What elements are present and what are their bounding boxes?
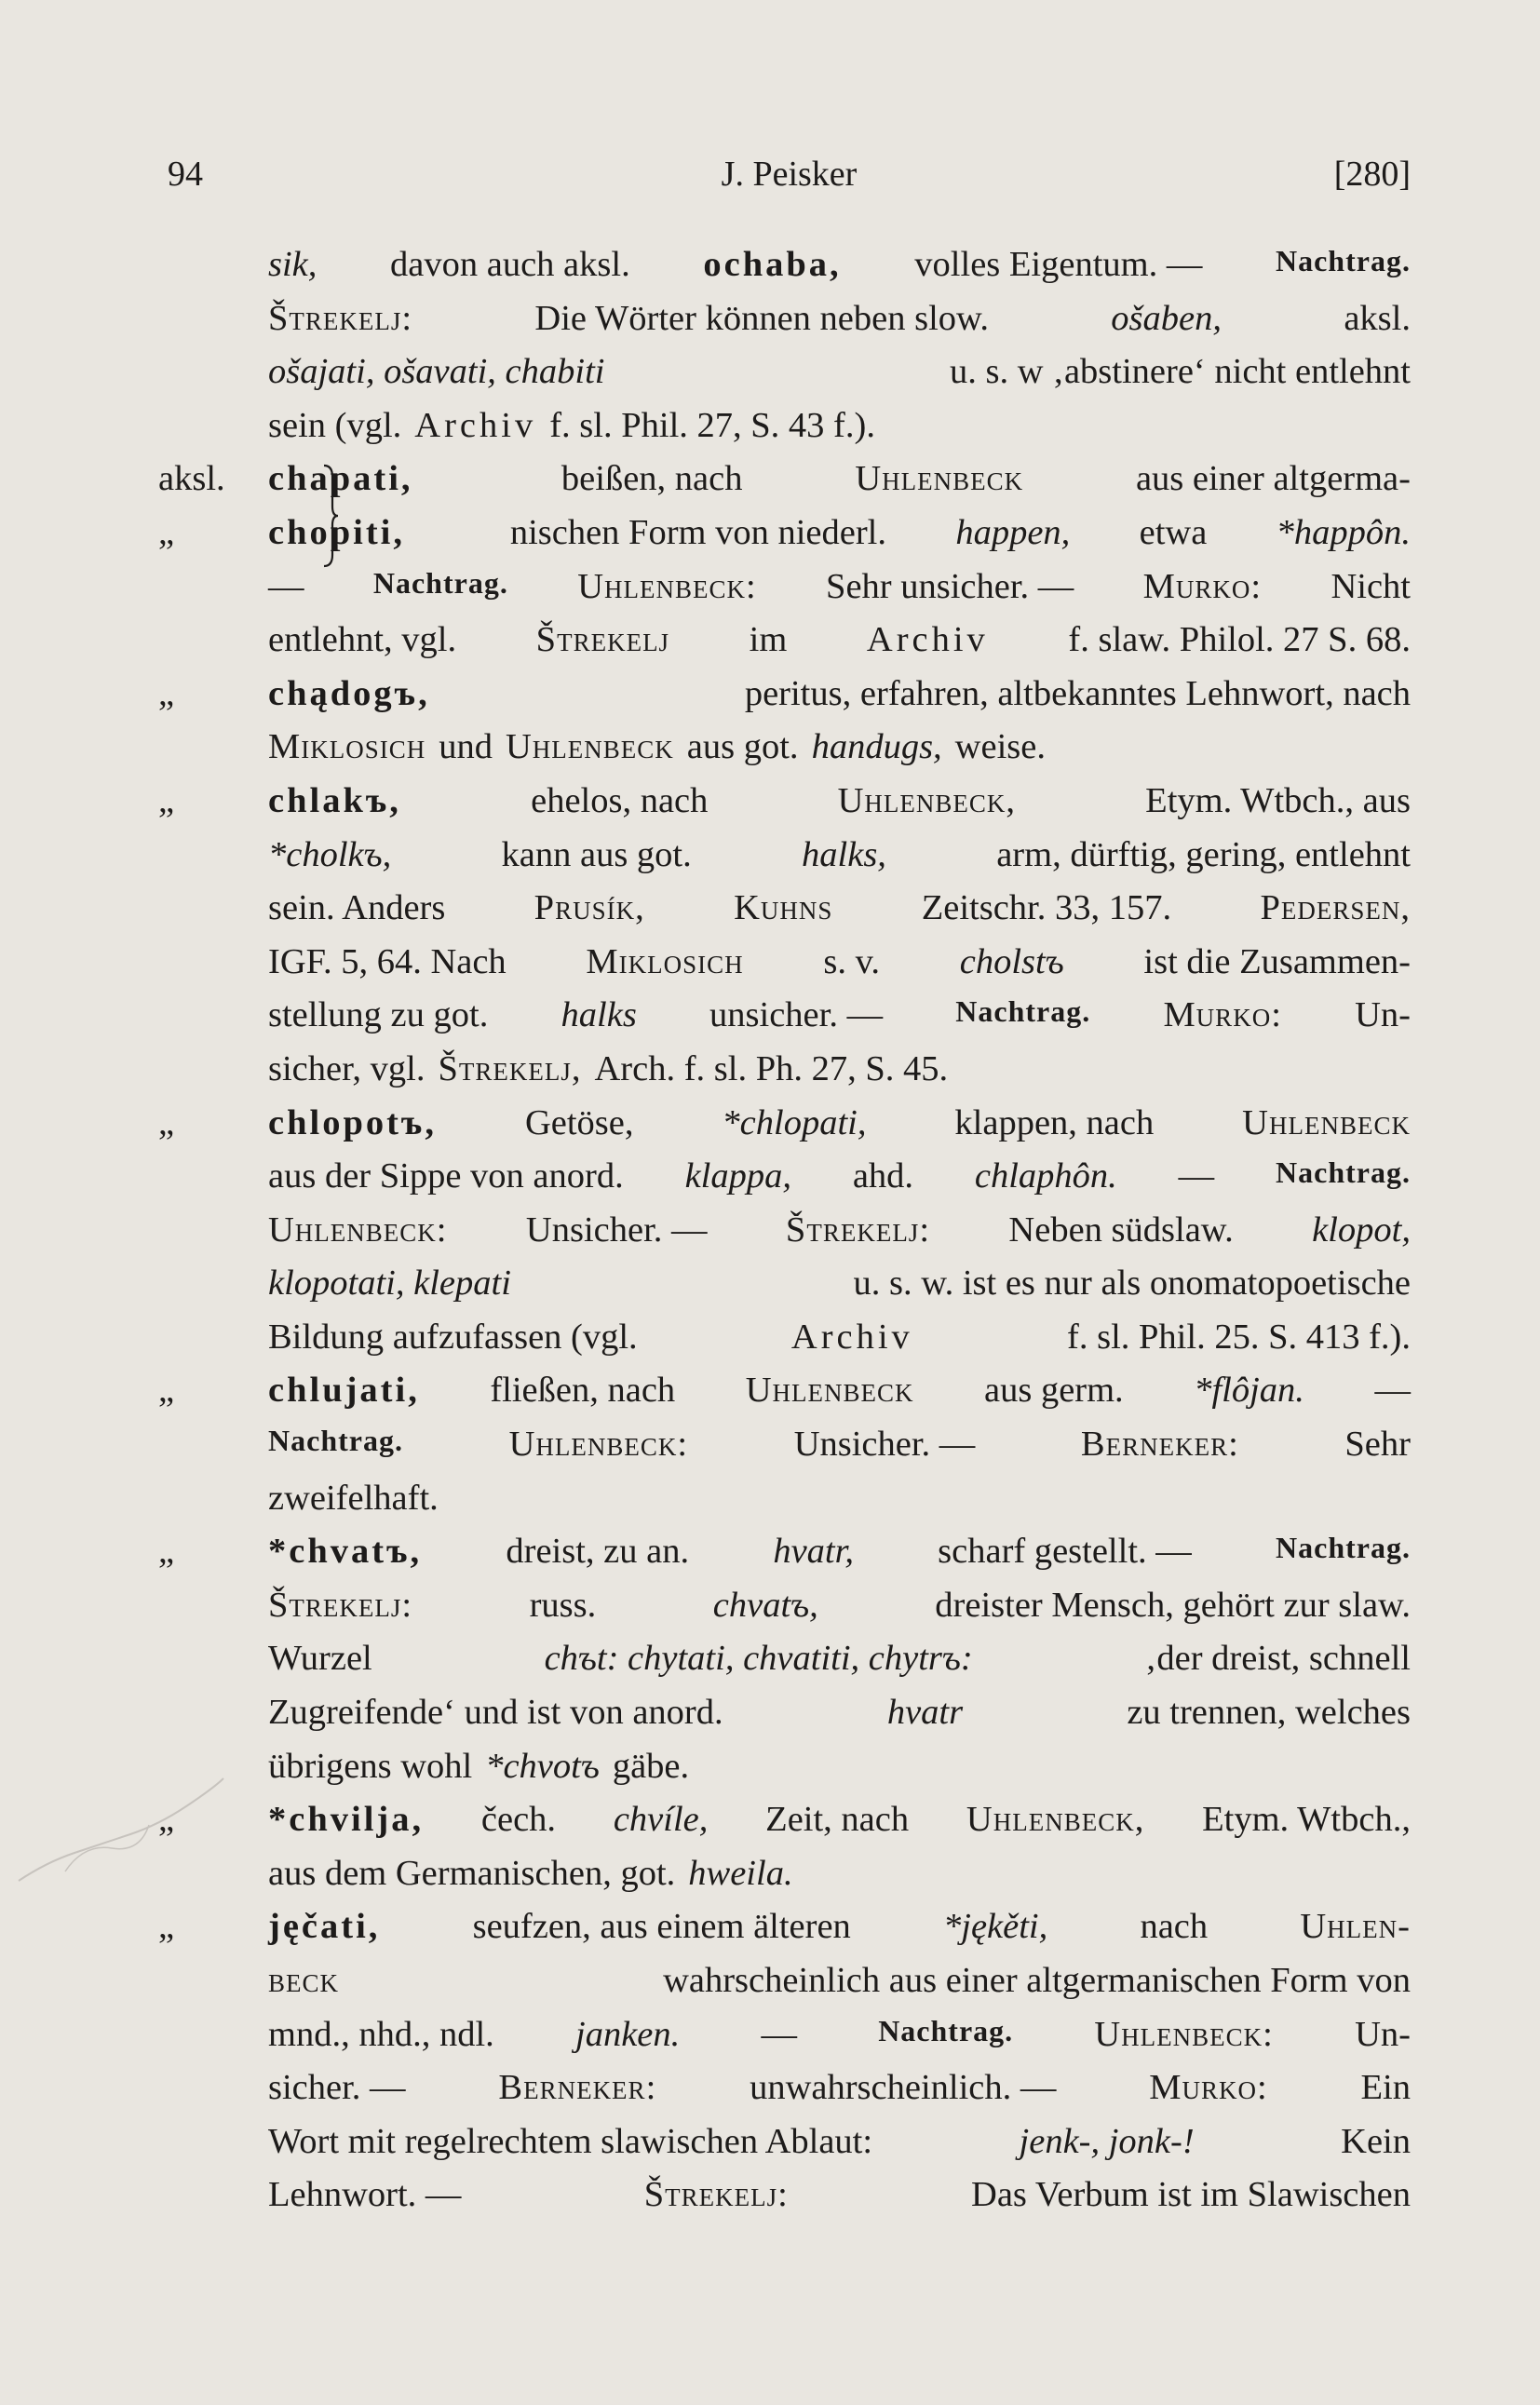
text-segment: Miklosich	[268, 727, 426, 767]
text-segment: Nachtrag.	[268, 1424, 403, 1458]
text-segment: peritus, erfahren, altbekanntes Lehnwort, nach	[744, 673, 1411, 713]
text-segment: sik,	[268, 245, 317, 284]
text-segment: Berneker:	[1080, 1425, 1239, 1465]
text-segment: janken.	[575, 2014, 681, 2054]
text-segment: Archiv	[790, 1317, 913, 1357]
line-text	[268, 1478, 1411, 1519]
text-segment: dreister Mensch, gehört zur slaw.	[935, 1585, 1411, 1625]
text-segment: aus dem Germanischen, got.	[268, 1853, 676, 1893]
text-segment: u. s. w. ist es nur als onomatopoetische	[853, 1263, 1411, 1304]
line-margin-marker: „	[158, 1907, 175, 1947]
text-segment: cholstъ	[959, 941, 1064, 981]
text-segment: Un-	[1355, 2014, 1411, 2054]
text-segment: chlujati,	[268, 1371, 420, 1411]
running-header	[168, 154, 1411, 209]
text-segment: zweifelhaft.	[268, 1478, 439, 1518]
text-segment: unsicher. —	[709, 995, 884, 1035]
text-segment: *cholkъ,	[268, 834, 392, 874]
text-line	[158, 887, 1411, 941]
text-segment: Štrekelj:	[268, 1585, 413, 1625]
line-text	[268, 1048, 1411, 1089]
text-segment: Nachtrag.	[1275, 244, 1411, 277]
text-segment: und	[439, 727, 493, 767]
text-segment: handugs,	[811, 727, 942, 767]
text-segment: dreist, zu an.	[506, 1532, 690, 1572]
line-text	[268, 1585, 1411, 1626]
text-line	[158, 1746, 1411, 1800]
text-segment: aus got.	[686, 727, 799, 767]
text-segment: mnd., nhd., ndl.	[268, 2014, 494, 2054]
text-segment: u. s. w ‚abstinere‘ nicht entlehnt	[949, 352, 1411, 392]
line-text	[268, 1531, 1411, 1572]
text-segment: Murko:	[1149, 2068, 1268, 2108]
text-segment: fließen, nach	[490, 1371, 676, 1411]
page-number: 94	[168, 155, 203, 194]
text-segment: —	[761, 2014, 797, 2054]
text-line	[158, 244, 1411, 298]
line-text	[268, 1853, 1411, 1894]
text-segment: chądogъ,	[268, 673, 430, 713]
faint-handwriting-mark	[9, 1760, 233, 1899]
line-text	[268, 1638, 1411, 1679]
line-text	[268, 1209, 1411, 1250]
text-segment: ahd.	[852, 1156, 914, 1196]
text-segment: hvatr,	[773, 1532, 854, 1572]
text-line	[158, 512, 1411, 566]
text-segment: Uhlenbeck	[1242, 1102, 1411, 1142]
text-segment: *chlopati,	[722, 1102, 867, 1142]
text-segment: chlakъ,	[268, 780, 401, 820]
text-segment: Uhlenbeck:	[1094, 2014, 1274, 2054]
text-segment: chvatъ,	[712, 1585, 818, 1625]
text-line	[158, 1906, 1411, 1960]
text-line	[158, 1960, 1411, 2014]
text-segment: —	[1178, 1156, 1215, 1196]
text-segment: Štrekelj	[535, 620, 670, 660]
line-text	[268, 1155, 1411, 1196]
text-line	[158, 1853, 1411, 1907]
text-segment: stellung zu got.	[268, 995, 489, 1035]
text-line	[158, 1585, 1411, 1639]
text-line	[158, 1370, 1411, 1424]
text-segment: —	[1374, 1371, 1411, 1411]
text-line	[158, 351, 1411, 405]
text-segment: Štrekelj:	[268, 298, 413, 338]
text-segment: Uhlen-	[1300, 1907, 1411, 1947]
line-margin-marker: „	[158, 1800, 175, 1840]
text-segment: nischen Form von niederl.	[474, 512, 887, 552]
text-segment: Etym. Wtbch., aus	[1145, 780, 1411, 820]
text-segment: Nicht	[1331, 566, 1411, 606]
text-segment: Prusík,	[534, 888, 645, 928]
line-text	[268, 2067, 1411, 2108]
text-segment: f. sl. Phil. 25. S. 413 f.).	[1067, 1317, 1411, 1357]
text-segment: weise.	[954, 727, 1046, 767]
line-margin-marker: aksl.	[158, 459, 225, 499]
text-segment: unwahrscheinlich. —	[750, 2068, 1057, 2108]
line-text	[268, 244, 1411, 285]
line-text	[268, 780, 1411, 821]
line-text	[268, 1960, 1411, 2001]
line-margin-marker: „	[158, 1532, 175, 1572]
text-line	[158, 1209, 1411, 1263]
text-segment: übrigens wohl	[268, 1746, 473, 1786]
text-segment: f. slaw. Philol. 27 S. 68.	[1068, 620, 1411, 660]
line-text	[268, 1263, 1411, 1304]
text-segment: *flôjan.	[1194, 1371, 1304, 1411]
text-segment: happen,	[955, 512, 1071, 552]
text-segment: ošajati, ošavati, chabiti	[268, 352, 605, 392]
text-segment: Berneker:	[498, 2068, 657, 2108]
text-segment: Wurzel	[268, 1639, 372, 1679]
text-line	[158, 1317, 1411, 1371]
text-line	[158, 619, 1411, 673]
text-segment: hweila.	[688, 1853, 793, 1893]
text-line	[158, 1531, 1411, 1585]
text-segment: ‚der dreist, schnell	[1144, 1639, 1411, 1679]
text-line	[158, 1048, 1411, 1102]
text-segment: Die Wörter können neben slow.	[534, 298, 989, 338]
text-segment: ist die Zusammen-	[1143, 941, 1411, 981]
line-margin-marker: „	[158, 673, 175, 713]
line-text	[268, 887, 1411, 928]
line-text	[268, 298, 1411, 339]
line-text	[268, 512, 1411, 553]
text-segment: Neben südslaw.	[1008, 1209, 1234, 1250]
text-segment: Štrekelj,	[438, 1048, 582, 1088]
text-segment: Štrekelj:	[643, 2175, 789, 2215]
text-line	[158, 2067, 1411, 2121]
text-segment: Arch. f. sl. Ph. 27, S. 45.	[594, 1048, 949, 1088]
text-segment: Nachtrag.	[955, 994, 1091, 1029]
text-segment: Lehnwort. —	[268, 2175, 462, 2215]
text-segment: sein. Anders	[268, 888, 446, 928]
text-segment: *chvilja,	[268, 1800, 425, 1840]
text-segment: Uhlenbeck	[745, 1371, 914, 1411]
line-text	[268, 1424, 1411, 1465]
text-line	[158, 566, 1411, 620]
text-segment: chopiti,	[268, 512, 406, 552]
text-segment: Wort mit regelrechtem slawischen Ablaut:	[268, 2121, 873, 2161]
text-segment: Unsicher. —	[793, 1425, 976, 1465]
text-segment: Uhlenbeck:	[268, 1209, 448, 1250]
line-text	[268, 2014, 1411, 2055]
text-segment: ošaben,	[1111, 298, 1222, 338]
text-line	[158, 298, 1411, 352]
line-text	[268, 1746, 1411, 1787]
text-segment: Kein	[1341, 2121, 1411, 2161]
text-segment: hvatr	[886, 1693, 964, 1733]
text-segment: Sehr	[1344, 1425, 1411, 1465]
text-line	[158, 1638, 1411, 1692]
text-segment: Ein	[1360, 2068, 1411, 2108]
text-segment: nach	[1140, 1907, 1209, 1947]
line-text	[268, 2174, 1411, 2215]
text-segment: ochaba,	[703, 245, 842, 284]
text-segment: Pedersen,	[1260, 888, 1411, 928]
text-segment: IGF. 5, 64. Nach	[268, 941, 507, 981]
text-segment: *happôn.	[1276, 512, 1411, 552]
text-segment: Bildung aufzufassen (vgl.	[268, 1317, 638, 1357]
text-segment: Nachtrag.	[372, 565, 508, 600]
text-segment: *jękěti,	[943, 1907, 1048, 1947]
text-line	[158, 994, 1411, 1048]
line-margin-marker: „	[158, 1371, 175, 1411]
line-text	[268, 1906, 1411, 1947]
line-text	[268, 1102, 1411, 1143]
text-segment: klappen, nach	[954, 1102, 1155, 1142]
text-line	[158, 2014, 1411, 2068]
text-segment: Murko:	[1163, 995, 1282, 1035]
text-segment: *chvatъ,	[268, 1532, 423, 1572]
text-segment: Murko:	[1142, 566, 1263, 606]
text-line	[158, 834, 1411, 888]
running-title: J. Peisker	[721, 155, 858, 194]
text-segment: jenk-, jonk-!	[1019, 2121, 1195, 2161]
text-line	[158, 941, 1411, 995]
text-segment: klopotati, klepati	[268, 1263, 511, 1304]
text-segment: beck	[268, 1961, 340, 2000]
line-text	[268, 1799, 1411, 1840]
text-segment: Uhlenbeck	[505, 727, 674, 767]
text-line	[158, 1263, 1411, 1317]
section-number: [280]	[1333, 155, 1411, 194]
line-margin-marker: „	[158, 1102, 175, 1142]
text-segment: chlaphôn.	[974, 1156, 1117, 1196]
line-text	[268, 351, 1411, 392]
text-line	[158, 1102, 1411, 1156]
text-segment: halks,	[802, 834, 886, 874]
text-segment: aus einer altgerma-	[1135, 459, 1411, 499]
text-segment: sicher. —	[268, 2068, 406, 2108]
text-segment: *chvotъ	[485, 1746, 600, 1786]
text-segment: arm, dürftig, gering, entlehnt	[996, 834, 1411, 874]
text-segment: Nachtrag.	[878, 2013, 1014, 2047]
line-text	[268, 405, 1411, 446]
line-text	[268, 619, 1411, 660]
text-segment: klappa,	[684, 1156, 791, 1196]
line-margin-marker: „	[158, 780, 175, 820]
text-segment: im	[749, 620, 788, 660]
text-segment: sein (vgl.	[268, 405, 402, 445]
text-segment: Un-	[1355, 995, 1411, 1035]
text-segment: Sehr unsicher. —	[826, 566, 1074, 606]
text-segment: Uhlenbeck:	[508, 1425, 689, 1465]
text-segment: Nachtrag.	[1276, 1531, 1411, 1565]
line-text	[268, 673, 1411, 714]
text-segment: klopot,	[1312, 1209, 1411, 1250]
text-segment: scharf gestellt. —	[938, 1532, 1192, 1572]
page-body	[158, 244, 1411, 2228]
text-segment: entlehnt, vgl.	[268, 620, 457, 660]
text-segment: chlopotъ,	[268, 1102, 437, 1142]
text-segment: zu trennen, welches	[1127, 1693, 1411, 1733]
text-segment: Nachtrag.	[1276, 1155, 1411, 1190]
text-segment: wahrscheinlich aus einer altgermanischen Form von	[663, 1961, 1411, 2000]
text-segment: Archiv	[866, 620, 989, 660]
text-segment: sicher, vgl.	[268, 1048, 426, 1088]
text-segment: russ.	[529, 1585, 597, 1625]
line-text	[268, 834, 1411, 875]
line-text	[268, 458, 1411, 499]
line-text	[268, 1692, 1411, 1733]
text-segment: Uhlenbeck	[855, 459, 1024, 499]
text-segment: etwa	[1139, 512, 1208, 552]
line-text	[268, 1317, 1411, 1358]
text-segment: davon auch aksl.	[390, 245, 630, 284]
text-segment: volles Eigentum. —	[914, 245, 1203, 284]
text-segment: Uhlenbeck,	[837, 780, 1016, 820]
text-segment: gäbe.	[612, 1746, 690, 1786]
text-segment: ehelos, nach	[531, 780, 709, 820]
text-segment: Unsicher. —	[525, 1209, 708, 1250]
text-segment: halks	[561, 995, 637, 1035]
text-line	[158, 1478, 1411, 1532]
text-segment: chapati,	[268, 459, 413, 499]
text-line	[158, 673, 1411, 727]
text-segment: jęčati,	[268, 1907, 381, 1947]
text-segment: Zeitschr. 33, 157.	[921, 888, 1172, 928]
text-segment: aus germ.	[984, 1371, 1124, 1411]
text-line	[158, 780, 1411, 834]
text-segment: Zugreifende‘ und ist von anord.	[268, 1693, 723, 1733]
text-segment: Etym. Wtbch.,	[1202, 1800, 1411, 1840]
text-line	[158, 726, 1411, 780]
text-segment: f. sl. Phil. 27, S. 43 f.).	[549, 405, 875, 445]
text-line	[158, 2121, 1411, 2175]
line-margin-marker: „	[158, 512, 175, 552]
curly-brace-icon	[321, 464, 340, 568]
text-line	[158, 2174, 1411, 2228]
line-text	[268, 726, 1411, 767]
text-segment: čech.	[480, 1800, 557, 1840]
line-text	[268, 2121, 1411, 2162]
text-line	[158, 1692, 1411, 1746]
line-text	[268, 1370, 1411, 1411]
text-line	[158, 1424, 1411, 1478]
text-segment: Štrekelj:	[785, 1209, 931, 1250]
text-segment: —	[268, 566, 304, 606]
text-line	[158, 1799, 1411, 1853]
line-text	[268, 566, 1411, 607]
text-segment: seufzen, aus einem älteren	[472, 1907, 851, 1947]
text-segment: Uhlenbeck:	[577, 566, 757, 606]
text-line	[158, 458, 1411, 512]
text-segment: chvíle,	[613, 1800, 709, 1840]
text-segment: aksl.	[1344, 298, 1411, 338]
text-line	[158, 1155, 1411, 1209]
line-text	[268, 941, 1411, 982]
text-line	[158, 405, 1411, 459]
text-segment: beißen, nach	[525, 459, 743, 499]
text-segment: Zeit, nach	[765, 1800, 910, 1840]
text-segment: Miklosich	[586, 941, 744, 981]
text-segment: Das Verbum ist im Slawischen	[971, 2175, 1411, 2215]
text-segment: Kuhns	[734, 888, 833, 928]
text-segment: chъt: chytati, chvatiti, chytrъ:	[544, 1639, 973, 1679]
text-segment: aus der Sippe von anord.	[268, 1156, 624, 1196]
text-segment: kann aus got.	[501, 834, 692, 874]
text-segment: Getöse,	[524, 1102, 634, 1142]
text-segment: Uhlenbeck,	[966, 1800, 1145, 1840]
text-segment: s. v.	[823, 941, 880, 981]
line-text	[268, 994, 1411, 1035]
text-segment: Archiv	[414, 405, 537, 445]
